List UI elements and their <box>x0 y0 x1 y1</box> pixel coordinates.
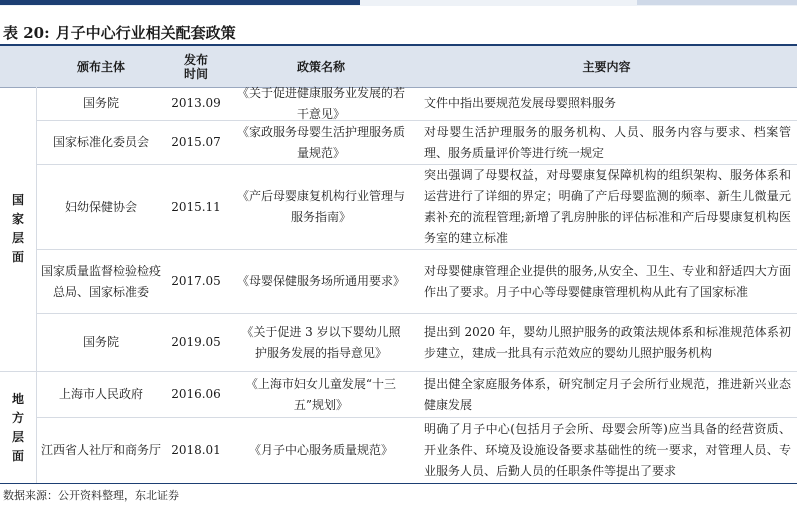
row-policy-name: 《关于促进 3 岁以下婴幼儿照护服务发展的指导意见》 <box>241 324 401 360</box>
header-org: 颁布主体 <box>76 59 125 74</box>
row-org: 江西省人社厅和商务厅 <box>40 443 161 457</box>
data-source-note: 数据来源：公开资料整理，东北证券 <box>3 489 179 502</box>
header-right-bar <box>637 0 797 5</box>
table-row <box>36 418 797 483</box>
table-number: 表 20: <box>3 24 50 42</box>
policy-table <box>0 45 797 483</box>
row-org: 妇幼保健协会 <box>64 199 137 214</box>
row-org: 国家质量监督检验检疫总局、国家标准委 <box>40 263 161 299</box>
row-content: 提出到 2020 年，婴幼儿照护服务的政策法规体系和标准规范体系初步建立，建成一批具有示范效应的婴幼儿照护服务机构 <box>424 324 791 360</box>
level-national <box>0 87 36 372</box>
row-date: 2013.09 <box>171 96 221 110</box>
table-row <box>36 314 797 372</box>
row-content: 文件中指出要规范发展母婴照料服务 <box>424 96 617 110</box>
row-org: 国务院 <box>82 335 119 349</box>
level-local <box>0 372 36 483</box>
row-content: 对母婴生活护理服务的服务机构、人员、服务内容与要求、档案管理、服务质量评价等进行统一规定 <box>424 124 791 160</box>
row-policy-name: 《家政服务母婴生活护理服务质量规范》 <box>236 124 405 160</box>
header-content: 主要内容 <box>582 59 631 74</box>
row-policy-name: 《产后母婴康复机构行业管理与服务指南》 <box>236 189 405 224</box>
row-org: 国家标准化委员会 <box>52 135 149 149</box>
row-date: 2018.01 <box>171 443 221 457</box>
row-date: 2017.05 <box>171 274 221 288</box>
row-content: 明确了月子中心(包括月子会所、母婴会所等)应当具备的经营资质、开业条件、环境及设施设备要求基础性的统一要求，对管理人员、专业服务人员、后勤人员的任职条件等提出了要求 <box>424 422 791 478</box>
row-content: 突出强调了母婴权益，对母婴康复保障机构的组织架构、服务体系和运营进行了详细的界定；明确了产后母婴监测的频率、新生儿微量元素补充的流程管理;新增了乳房肿胀的评估标准和产后母婴康复机构医务室的建立标准 <box>424 168 791 245</box>
table-row <box>36 121 797 165</box>
row-date: 2015.07 <box>171 135 221 149</box>
level-local-label: 地方层面 <box>11 391 24 463</box>
header-accent-bar <box>0 0 360 5</box>
table-title <box>3 22 236 44</box>
table-row <box>36 165 797 250</box>
row-date: 2019.05 <box>171 335 221 349</box>
row-content: 提出健全家庭服务体系，研究制定月子会所行业规范，推进新兴业态健康发展 <box>424 376 791 412</box>
header-level <box>0 46 36 87</box>
level-national-label: 国家层面 <box>11 193 24 264</box>
row-org: 国务院 <box>82 96 119 110</box>
row-policy-name: 《母婴保健服务场所通用要求》 <box>236 274 405 288</box>
report-header-bar <box>0 0 797 6</box>
row-content: 对母婴健康管理企业提供的服务,从安全、卫生、专业和舒适四大方面作出了要求。月子中心等母婴健康管理机构从此有了国家标准 <box>424 263 791 299</box>
table-row <box>36 372 797 418</box>
header-name: 政策名称 <box>296 59 345 74</box>
row-policy-name: 《月子中心服务质量规范》 <box>248 443 393 457</box>
table-bottom-rule <box>0 483 797 484</box>
table-title-text: 月子中心行业相关配套政策 <box>55 24 236 42</box>
row-org: 上海市人民政府 <box>58 387 143 401</box>
row-date: 2015.11 <box>171 199 221 214</box>
row-policy-name: 《关于促进健康服务业发展的若干意见》 <box>236 85 405 121</box>
row-policy-name: 《上海市妇女儿童发展“十三五”规划》 <box>245 376 397 412</box>
header-date: 发布时间 <box>183 52 208 81</box>
table-row <box>36 87 797 121</box>
table-row <box>36 250 797 314</box>
row-date: 2016.06 <box>171 387 221 401</box>
